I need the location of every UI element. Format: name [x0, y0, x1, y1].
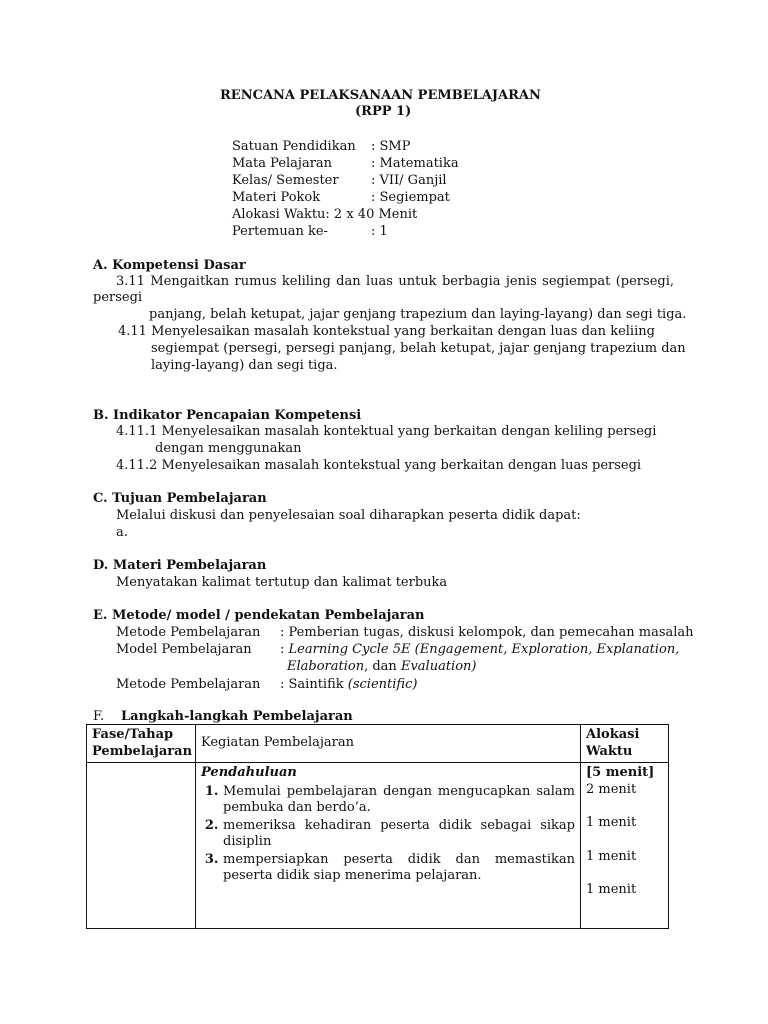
- identity-label: Satuan Pendidikan: [232, 139, 356, 154]
- section-c-heading: C. Tujuan Pembelajaran: [93, 491, 267, 506]
- document-title: RENCANA PELAKSANAAN PEMBELAJARAN: [220, 88, 541, 103]
- indicator-4-11-1: 4.11.1 Menyelesaikan masalah kontektual yang berkaitan dengan keliling persegi: [116, 424, 657, 439]
- time-value: 1 menit: [586, 882, 637, 897]
- approach-text: : Saintifik: [280, 677, 344, 692]
- list-item: 2. memeriksa kehadiran peserta didik sebagai sikap disiplin: [223, 818, 575, 851]
- identity-value: : VII/ Ganjil: [371, 173, 447, 188]
- kd-3-11-line: 3.11 Mengaitkan rumus keliling dan luas untuk berbagia jenis segiempat (persegi,: [116, 274, 674, 289]
- table-header-row: [87, 725, 669, 763]
- model-value-cont: [287, 659, 476, 676]
- model-label: Model Pembelajaran: [116, 642, 252, 657]
- approach-label: Metode Pembelajaran: [116, 677, 261, 692]
- identity-label: Alokasi Waktu: 2 x 40 Menit: [232, 207, 418, 222]
- section-f-heading: Langkah-langkah Pembelajaran: [121, 709, 353, 724]
- kd-3-11-cont: panjang, belah ketupat, jajar genjang trapezium dan laying-layang) dan segi tiga.: [149, 307, 687, 322]
- identity-value: : 1: [371, 224, 388, 239]
- model-phase: Evaluation): [400, 659, 477, 674]
- indicator-4-11-2: 4.11.2 Menyelesaikan masalah kontekstual yang berkaitan dengan luas persegi: [116, 458, 642, 473]
- section-d-heading: D. Materi Pembelajaran: [93, 558, 267, 573]
- list-item: 3. mempersiapkan peserta didik dan memastikan peserta didik siap menerima pelajaran.: [223, 852, 575, 885]
- list-item: 1. Memulai pembelajaran dengan mengucapkan salam pembuka dan berdo’a.: [223, 784, 575, 817]
- model-value: [280, 642, 679, 659]
- section-c-text: Melalui diskusi dan penyelesaian soal diharapkan peserta didik dapat:: [116, 508, 581, 523]
- indicator-4-11-1-cont: dengan menggunakan: [155, 441, 302, 456]
- time-cell: [581, 763, 669, 929]
- method-label: Metode Pembelajaran: [116, 625, 261, 640]
- phase-cell: [87, 763, 196, 929]
- model-name: Learning Cycle 5E: [288, 642, 411, 657]
- identity-value: : SMP: [371, 139, 411, 154]
- model-phases: (Engagement, Exploration, Explanation,: [414, 642, 680, 657]
- document-subtitle: (RPP 1): [355, 104, 412, 119]
- header-activity: Kegiatan Pembelajaran: [196, 725, 581, 763]
- approach-value: [280, 677, 417, 694]
- identity-label: Materi Pokok: [232, 190, 321, 205]
- time-value: 1 menit: [586, 815, 637, 830]
- identity-label: Mata Pelajaran: [232, 156, 333, 171]
- identity-value: : Segiempat: [371, 190, 450, 205]
- learning-steps-table: [86, 724, 669, 929]
- identity-label: Pertemuan ke-: [232, 224, 328, 239]
- model-and: , dan: [364, 659, 397, 674]
- header-time: Alokasi Waktu: [581, 725, 669, 763]
- activity-subheading: Pendahuluan: [201, 765, 297, 780]
- section-f-letter: F.: [93, 709, 105, 724]
- kd-4-11-cont: segiempat (persegi, persegi panjang, belah ketupat, jajar genjang trapezium dan: [151, 341, 686, 356]
- section-e-heading: E. Metode/ model / pendekatan Pembelajaran: [93, 608, 425, 623]
- section-a-heading: A. Kompetensi Dasar: [93, 258, 246, 273]
- activity-cell: [196, 763, 581, 929]
- time-value: 2 menit: [586, 781, 637, 797]
- model-phase: Elaboration: [287, 659, 365, 674]
- identity-label: Kelas/ Semester: [232, 173, 339, 188]
- section-d-text: Menyatakan kalimat tertutup dan kalimat terbuka: [116, 575, 448, 590]
- section-c-item: a.: [116, 525, 128, 540]
- method-value: : Pemberian tugas, diskusi kelompok, dan pemecahan masalah: [280, 625, 694, 640]
- section-b-heading: B. Indikator Pencapaian Kompetensi: [93, 408, 362, 423]
- kd-3-11-wrap: persegi: [93, 290, 143, 305]
- total-time: [5 menit]: [586, 765, 655, 780]
- activity-steps: [201, 784, 575, 885]
- header-phase: Fase/Tahap Pembelajaran: [87, 725, 196, 763]
- model-colon: :: [280, 642, 285, 657]
- time-value: 1 menit: [586, 848, 637, 864]
- approach-italic: (scientific): [347, 677, 418, 692]
- identity-value: : Matematika: [371, 156, 459, 171]
- kd-4-11-cont: laying-layang) dan segi tiga.: [151, 358, 338, 373]
- kd-4-11-line: 4.11 Menyelesaikan masalah kontekstual yang berkaitan dengan luas dan keliing: [118, 324, 655, 339]
- table-row: [87, 763, 669, 929]
